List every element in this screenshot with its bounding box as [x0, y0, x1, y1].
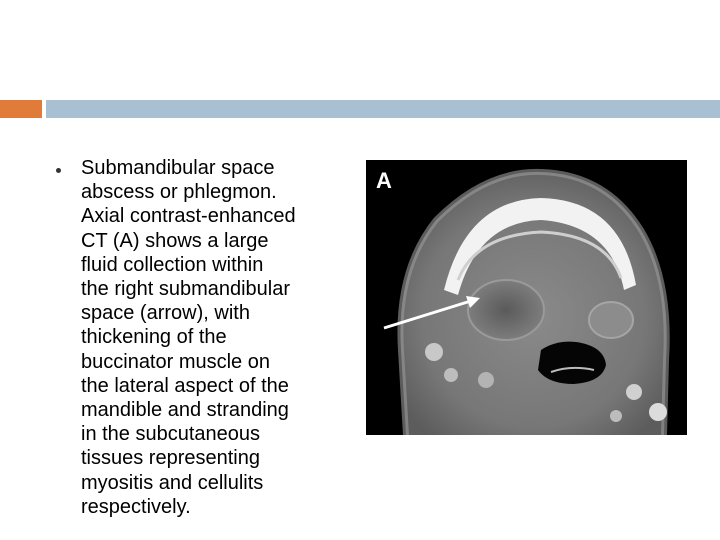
slide-body-text: Submandibular space abscess or phlegmon. Axial contrast-enhanced CT (A) shows a large fluid collection within the right submandibular space (arrow), with thickening of the buccinator muscle on the lateral aspect of the mandible and stranding in the subcutaneous tissues representing myositis and cellulits respectively. [81, 157, 296, 518]
header-accent-orange [0, 100, 42, 118]
header-accent-blue [46, 100, 720, 118]
ct-scan-image [366, 160, 687, 435]
bullet-marker [56, 168, 61, 173]
image-panel-label: A [376, 168, 392, 193]
